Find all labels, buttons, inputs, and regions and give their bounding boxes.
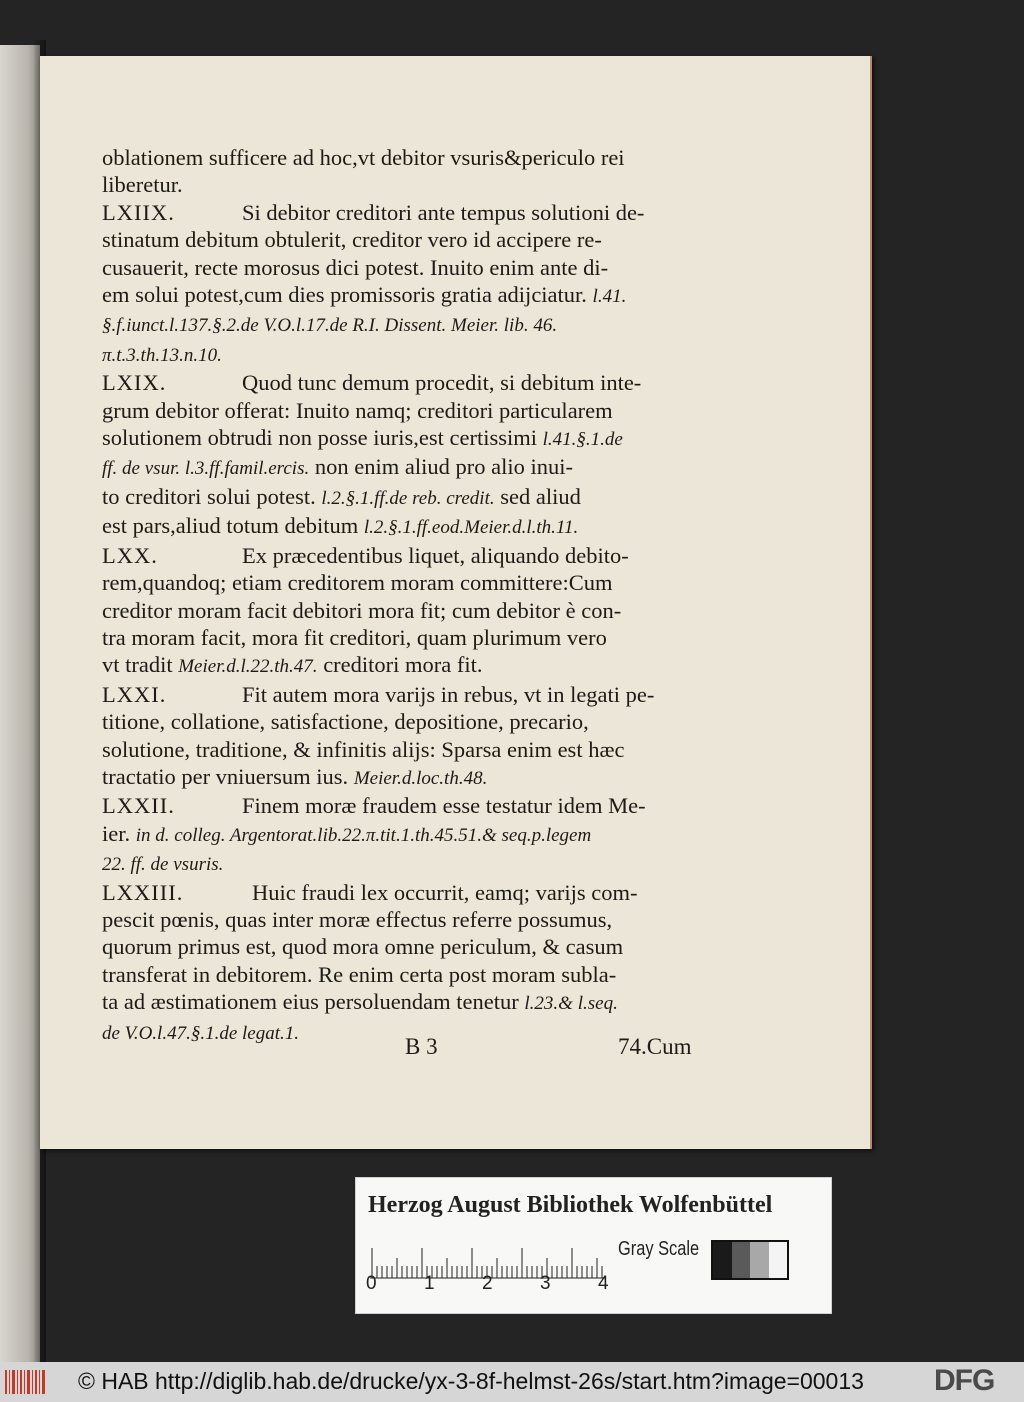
text-line (102, 254, 728, 281)
text-line (102, 988, 728, 1017)
page-footer-line (40, 1034, 870, 1064)
legal-citation: π.t.3.th.13.n.10. (102, 344, 222, 366)
line-text: transferat in debitorem. Re enim certa post moram subla- (102, 961, 617, 987)
dfg-logo: DFG (934, 1364, 995, 1397)
legal-citation: l.2.§.1.ff.de reb. credit. (321, 487, 495, 509)
text-line (102, 512, 728, 541)
text-line (102, 597, 728, 624)
ruler-label: 0 (366, 1273, 377, 1294)
line-text: cusauerit, recte morosus dici potest. Inuito enim ante di- (102, 254, 609, 280)
legal-citation: de V.O.l.47.§.1.de legat.1. (102, 1022, 300, 1044)
legal-citation: Meier.d.l.22.th.47. (178, 656, 318, 678)
text-line (102, 961, 728, 988)
text-line (102, 624, 728, 651)
legal-citation: l.2.§.1.ff.eod.Meier.d.l.th.11. (363, 517, 579, 539)
source-link[interactable]: © HAB http://diglib.hab.de/drucke/yx-3-8f-helmst-26s/start.htm?image=00013 (78, 1368, 864, 1394)
line-text: pescit pœnis, quas inter moræ effectus referre possumus, (102, 906, 613, 932)
gray-swatch (769, 1242, 788, 1278)
signature-mark: B 3 (405, 1034, 438, 1059)
legal-citation: Meier.d.loc.th.48. (353, 767, 488, 789)
text-line (102, 369, 728, 396)
line-text: Si debitor creditori ante tempus solutioni de- (242, 199, 645, 225)
legal-citation: in d. colleg. Argentorat.lib.22.π.tit.1.th.45.51.& seq.p.legem (135, 824, 592, 846)
catchword: 74.Cum (618, 1034, 692, 1059)
ruler-label: 4 (598, 1273, 609, 1294)
text-line (102, 651, 728, 680)
gray-scale-swatches (711, 1240, 789, 1280)
text-line (102, 453, 728, 482)
section-number: LXIX. (102, 370, 167, 396)
line-text: Huic fraudi lex occurrit, eamq; varijs com- (252, 879, 638, 905)
text-line (102, 763, 728, 792)
text-line (102, 906, 728, 933)
section-number: LXIIX. (102, 199, 175, 225)
section-number: LXX. (102, 542, 158, 568)
text-line (102, 483, 728, 512)
line-text: oblationem sufficere ad hoc,vt debitor vsuris&periculo rei (102, 145, 625, 170)
line-text: tra moram facit, mora fit creditori, quam plurimum vero (102, 624, 607, 650)
text-line (102, 792, 728, 819)
ruler-labels (366, 1273, 626, 1303)
ruler-label: 2 (482, 1273, 493, 1294)
gray-swatch (713, 1242, 732, 1278)
text-line (102, 849, 728, 878)
line-text: ier. (102, 820, 131, 846)
line-text: non enim aliud pro alio inui- (314, 454, 573, 480)
text-line (102, 879, 728, 906)
line-text: creditori mora fit. (323, 652, 483, 678)
library-color-card (355, 1177, 832, 1314)
text-line (102, 542, 728, 569)
text-line (102, 310, 728, 339)
legal-citation: ff. de vsur. l.3.ff.famil.ercis. (102, 458, 310, 480)
ruler-label: 3 (540, 1273, 551, 1294)
barcode-icon (4, 1368, 48, 1396)
line-text: quorum primus est, quod mora omne periculum, & casum (102, 934, 624, 960)
text-line (102, 340, 728, 369)
legal-citation: §.f.iunct.l.137.§.2.de V.O.l.17.de R.I. Dissent. Meier. lib. 46. (102, 315, 558, 337)
line-text: est pars,aliud totum debitum (102, 513, 359, 539)
ruler-label: 1 (424, 1273, 435, 1294)
line-text: Finem moræ fraudem esse testatur idem Me- (242, 793, 646, 819)
text-line (102, 171, 728, 198)
line-text: solutione, traditione, & infinitis alijs: Sparsa enim est hæc (102, 736, 625, 762)
text-line (102, 144, 728, 171)
legal-citation: l.23.& l.seq. (524, 993, 618, 1015)
text-line (102, 397, 728, 424)
viewer-footer (0, 1362, 1024, 1402)
text-line (102, 281, 728, 310)
text-line (102, 933, 728, 960)
line-text: ta ad æstimationem eius persoluendam tenetur (102, 989, 519, 1015)
line-text: Fit autem mora varijs in rebus, vt in legati pe- (242, 681, 655, 707)
line-text: em solui potest,cum dies promissoris gratia adijciatur. (102, 282, 587, 308)
text-line (102, 820, 728, 849)
line-text: Ex præcedentibus liquet, aliquando debito- (242, 542, 629, 568)
text-line (102, 199, 728, 226)
line-text: Quod tunc demum procedit, si debitum inte- (242, 370, 642, 396)
text-line (102, 569, 728, 596)
section-number: LXXI. (102, 681, 167, 707)
legal-citation: l.41.§.1.de (542, 429, 623, 451)
line-text: stinatum debitum obtulerit, creditor vero id accipere re- (102, 227, 602, 253)
text-line (102, 226, 728, 253)
line-text: rem,quandoq; etiam creditorem moram committere:Cum (102, 570, 613, 596)
line-text: tractatio per vniuersum ius. (102, 763, 349, 789)
text-line (102, 708, 728, 735)
line-text: grum debitor offerat: Inuito namq; creditori particularem (102, 397, 613, 423)
line-text: sed aliud (500, 483, 581, 509)
text-line (102, 681, 728, 708)
page-text (102, 144, 728, 1047)
line-text: to creditori solui potest. (102, 483, 316, 509)
section-number: LXXII. (102, 793, 175, 819)
line-text: creditor moram facit debitori mora fit; cum debitor è con- (102, 597, 622, 623)
gray-swatch (732, 1242, 751, 1278)
gray-scale-label: Gray Scale (618, 1238, 700, 1260)
text-line (102, 424, 728, 453)
text-line (102, 736, 728, 763)
line-text: titione, collatione, satisfactione, depositione, precario, (102, 709, 589, 735)
line-text: solutionem obtrudi non posse iuris,est certissimi (102, 425, 537, 451)
line-text: liberetur. (102, 172, 183, 198)
book-page (40, 56, 872, 1149)
section-number: LXXIII. (102, 879, 184, 905)
legal-citation: l.41. (592, 286, 627, 308)
line-text: vt tradit (102, 652, 173, 678)
library-name: Herzog August Bibliothek Wolfenbüttel (368, 1192, 773, 1218)
legal-citation: 22. ff. de vsuris. (102, 854, 224, 876)
gray-swatch (750, 1242, 769, 1278)
